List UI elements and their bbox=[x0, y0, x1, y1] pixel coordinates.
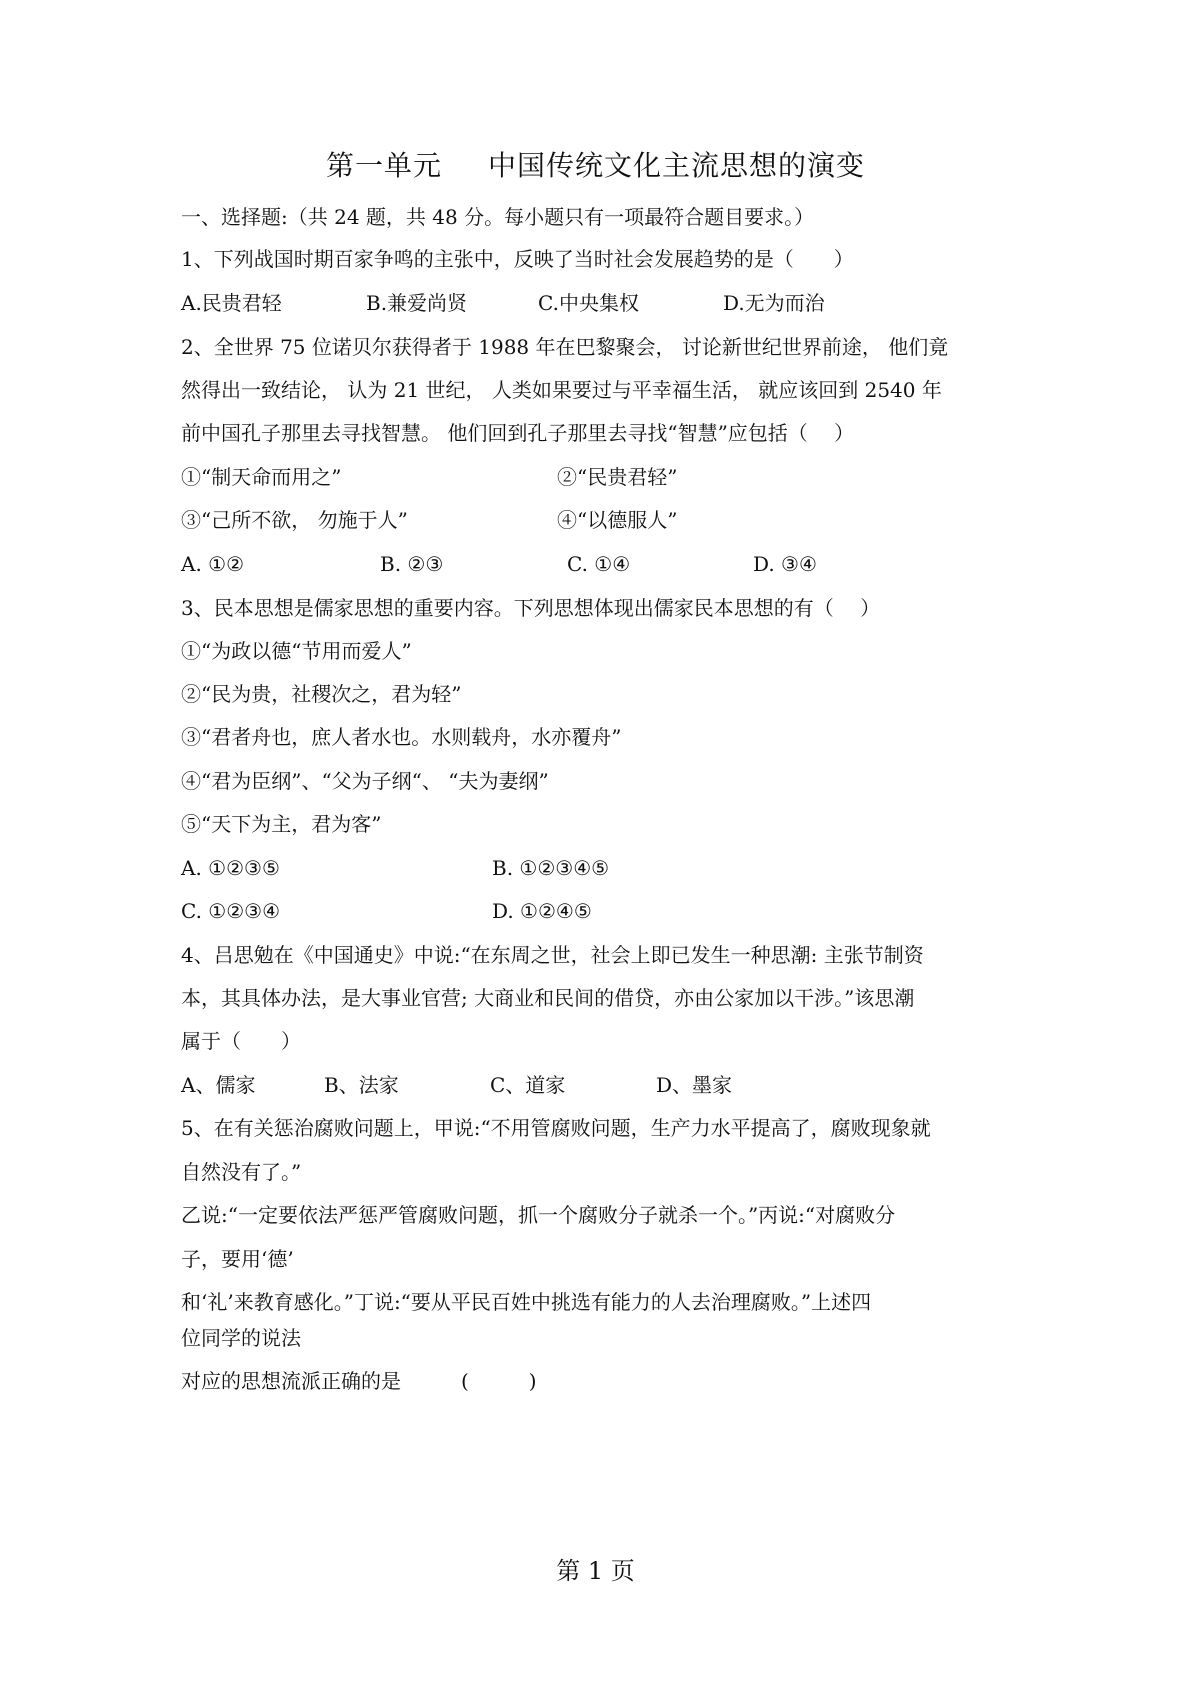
q1-option-d: D.无为而治 bbox=[723, 291, 825, 315]
page-title bbox=[0, 146, 1191, 186]
q3-item-3: ③“君者舟也，庶人者水也。水则载舟，水亦覆舟” bbox=[181, 725, 622, 749]
q4-stem-line: 4、吕思勉在《中国通史》中说:“在东周之世，社会上即已发生一种思潮: 主张节制资 bbox=[181, 943, 924, 967]
q2-option-d: D. ③④ bbox=[753, 552, 817, 576]
q2-stem-line: 2、全世界 75 位诺贝尔获得者于 1988 年在巴黎聚会， 讨论新世纪世界前途， 他们竟 bbox=[181, 335, 949, 359]
q1-option-c: C.中央集权 bbox=[538, 291, 639, 315]
q2-item-4: ④“以德服人” bbox=[557, 508, 678, 532]
q2-stem-line: 然得出一致结论， 认为 21 世纪， 人类如果要过与平幸福生活， 就应该回到 2540 年 bbox=[181, 378, 942, 402]
q2-item-1: ①“制天命而用之” bbox=[181, 465, 342, 489]
q5-line: 子，要用‘德’ bbox=[181, 1247, 294, 1271]
q4-option-b: B、法家 bbox=[324, 1073, 399, 1097]
q5-line: 对应的思想流派正确的是 ( ) bbox=[181, 1369, 537, 1393]
q5-line: 5、在有关惩治腐败问题上，甲说:“不用管腐败问题，生产力水平提高了，腐败现象就 bbox=[181, 1116, 931, 1140]
q5-line: 位同学的说法 bbox=[181, 1326, 301, 1350]
unit-topic: 中国传统文化主流思想的演变 bbox=[488, 149, 866, 182]
q5-line: 乙说:“一定要依法严惩严管腐败问题，抓一个腐败分子就杀一个。”丙说:“对腐败分 bbox=[181, 1203, 896, 1227]
q2-option-c: C. ①④ bbox=[567, 552, 631, 576]
unit-label: 第一单元 bbox=[325, 149, 442, 182]
q3-option-d: D. ①②④⑤ bbox=[492, 899, 592, 923]
q4-option-c: C、道家 bbox=[490, 1073, 566, 1097]
q3-option-b: B. ①②③④⑤ bbox=[492, 856, 610, 880]
q5-line: 自然没有了。” bbox=[181, 1160, 302, 1184]
q3-item-4: ④“君为臣纲”、“父为子纲“、 “夫为妻纲” bbox=[181, 769, 549, 793]
q2-stem-line: 前中国孔子那里去寻找智慧。 他们回到孔子那里去寻找“智慧”应包括（ ） bbox=[181, 421, 855, 445]
q2-item-2: ②“民贵君轻” bbox=[557, 465, 678, 489]
q3-option-c: C. ①②③④ bbox=[181, 899, 281, 923]
q2-option-a: A. ①② bbox=[181, 552, 245, 576]
q1-option-a: A.民贵君轻 bbox=[181, 291, 282, 315]
q3-item-2: ②“民为贵，社稷次之，君为轻” bbox=[181, 682, 462, 706]
section-header: 一、选择题:（共 24 题，共 48 分。每小题只有一项最符合题目要求。） bbox=[181, 205, 815, 229]
q3-item-5: ⑤“天下为主，君为客” bbox=[181, 812, 382, 836]
q1-option-b: B.兼爱尚贤 bbox=[366, 291, 468, 315]
page-number: 第 1 页 bbox=[556, 1557, 635, 1585]
q4-stem-line: 本，其具体办法，是大事业官营; 大商业和民间的借贷，亦由公家加以干涉。”该思潮 bbox=[181, 986, 915, 1010]
q4-option-a: A、儒家 bbox=[181, 1073, 256, 1097]
q1-stem: 1、下列战国时期百家争鸣的主张中，反映了当时社会发展趋势的是（ ） bbox=[181, 247, 854, 271]
q3-option-a: A. ①②③⑤ bbox=[181, 856, 280, 880]
q3-item-1: ①“为政以德“节用而爱人” bbox=[181, 639, 412, 663]
q5-line: 和‘礼’来教育感化。”丁说:“要从平民百姓中挑选有能力的人去治理腐败。”上述四 bbox=[181, 1290, 872, 1314]
q3-stem: 3、民本思想是儒家思想的重要内容。下列思想体现出儒家民本思想的有（ ） bbox=[181, 596, 881, 620]
q4-option-d: D、墨家 bbox=[656, 1073, 733, 1097]
q2-option-b: B. ②③ bbox=[380, 552, 444, 576]
q4-stem-line: 属于（ ） bbox=[181, 1029, 301, 1053]
q2-item-3: ③“己所不欲， 勿施于人” bbox=[181, 508, 408, 532]
